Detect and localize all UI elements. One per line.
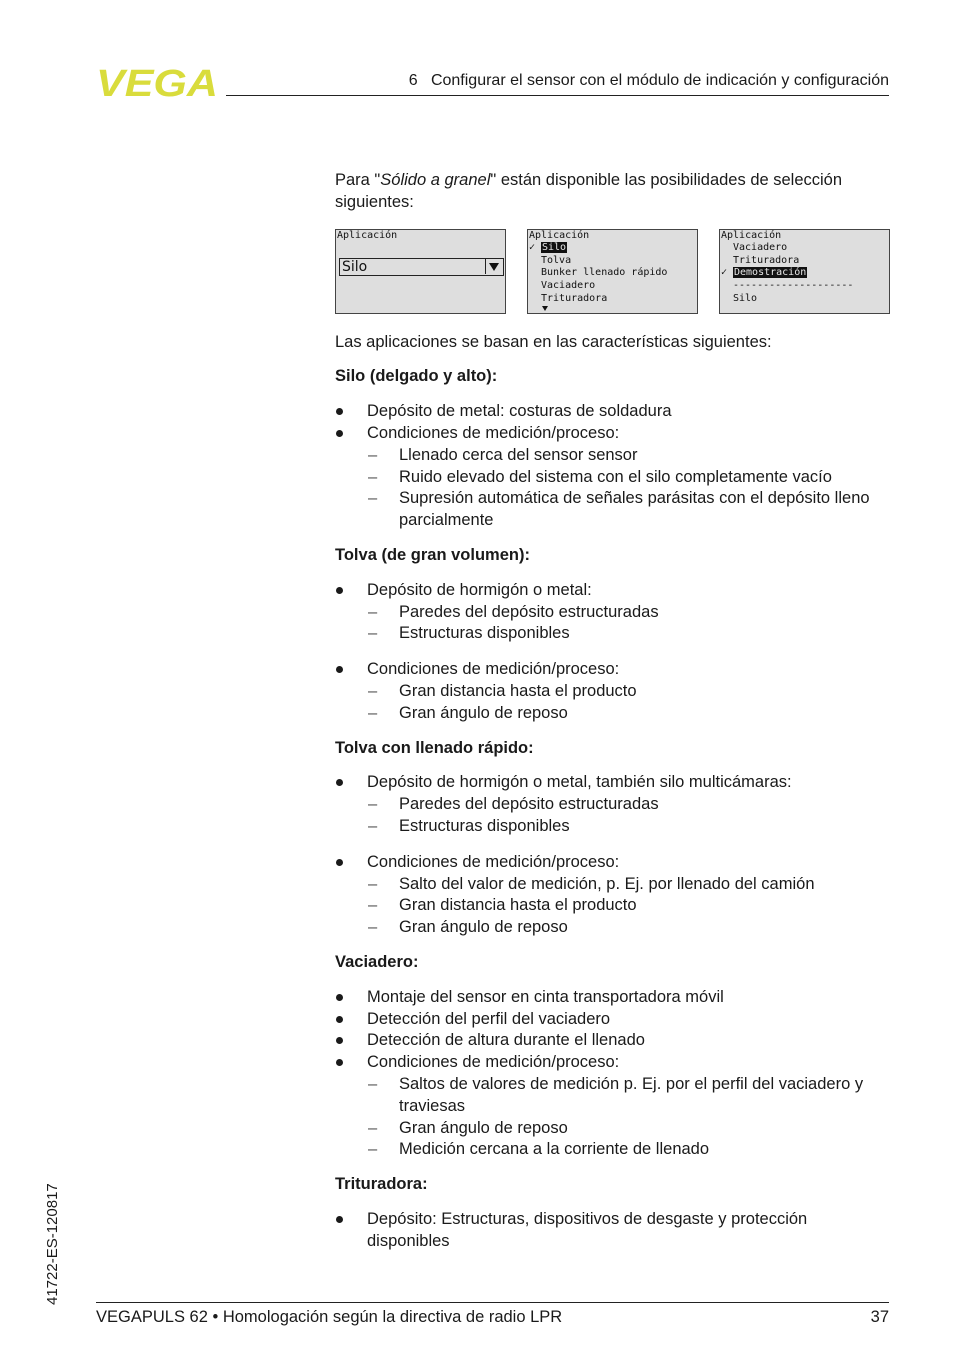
list-item[interactable]: Trituradora xyxy=(541,292,608,304)
document-code: 41722-ES-120817 xyxy=(44,1183,61,1305)
screen-application-list-scrolled xyxy=(719,229,890,314)
list-item: Depósito de hormigón o metal, también silo multicámaras: – Paredes del depósito estructuradas – Estructuras disponibles xyxy=(335,772,890,837)
list-item: Condiciones de medición/proceso: – Salto del valor de medición, p. Ej. por llenado del camión – Gran distancia hasta el producto – Gran ángulo de reposo xyxy=(335,852,890,939)
list-item: Depósito: Estructuras, dispositivos de desgaste y protección disponibles xyxy=(335,1209,890,1253)
application-dropdown[interactable] xyxy=(339,258,504,276)
list-item: Montaje del sensor en cinta transportadora móvil xyxy=(335,987,890,1009)
list-item: Depósito de hormigón o metal: – Paredes del depósito estructuradas – Estructuras disponibles xyxy=(335,580,890,645)
screen-application-list xyxy=(527,229,698,314)
tolva-rapido-list xyxy=(335,772,890,837)
screen-title: Aplicación xyxy=(529,229,590,241)
check-icon: ✓ xyxy=(529,242,536,254)
list-item[interactable]: Vaciadero xyxy=(541,279,596,291)
list-item: Detección del perfil del vaciadero xyxy=(335,1009,890,1031)
sub-list-item: – Paredes del depósito estructuradas xyxy=(367,602,890,624)
trituradora-list xyxy=(335,1209,890,1253)
tolva-list xyxy=(335,580,890,645)
sub-list-item: – Salto del valor de medición, p. Ej. por llenado del camión xyxy=(367,874,890,896)
tolva-list-2 xyxy=(335,659,890,724)
check-icon: ✓ xyxy=(721,267,728,279)
list-item[interactable]: ✓ Demostración xyxy=(721,267,807,279)
footer-title: VEGAPULS 62 • Homologación según la directiva de radio LPR xyxy=(96,1308,563,1326)
main-content xyxy=(335,170,890,1252)
sub-list-item: – Estructuras disponibles xyxy=(367,623,890,645)
sub-list-item: – Saltos de valores de medición p. Ej. por el perfil del vaciadero y traviesas xyxy=(367,1074,890,1118)
page-number: 37 xyxy=(870,1308,889,1326)
list-item: Depósito de metal: costuras de soldadura xyxy=(335,401,890,423)
sub-list-item: – Llenado cerca del sensor sensor xyxy=(367,445,890,467)
tolva-rapido-list-2 xyxy=(335,852,890,939)
sub-list-item: – Medición cercana a la corriente de llenado xyxy=(367,1139,890,1161)
intro-paragraph: Para "Sólido a granel" están disponible las posibilidades de selección siguientes: xyxy=(335,171,843,211)
section-heading-tolva-rapido: Tolva con llenado rápido: xyxy=(335,738,534,757)
list-item[interactable]: Silo xyxy=(733,292,758,304)
sub-list-item: – Gran distancia hasta el producto xyxy=(367,895,890,917)
sub-list-item: – Gran ángulo de reposo xyxy=(367,703,890,725)
sub-list-item: – Gran ángulo de reposo xyxy=(367,1118,890,1140)
list-item: Detección de altura durante el llenado xyxy=(335,1030,890,1052)
sub-list-item: – Gran distancia hasta el producto xyxy=(367,681,890,703)
list-item[interactable]: Trituradora xyxy=(733,254,800,266)
list-item[interactable]: ✓ Silo xyxy=(529,242,567,254)
list-separator: -------------------- xyxy=(733,279,854,291)
sub-list-item: – Supresión automática de señales parásitas con el depósito lleno parcialmente xyxy=(367,488,890,532)
section-heading-silo: Silo (delgado y alto): xyxy=(335,367,498,386)
vega-logo xyxy=(96,66,220,98)
footer-rule xyxy=(96,1302,889,1303)
list-item[interactable]: Vaciadero xyxy=(733,242,788,254)
header-rule xyxy=(226,95,889,96)
scroll-down-icon[interactable] xyxy=(542,306,548,311)
section-heading-tolva: Tolva (de gran volumen): xyxy=(335,545,530,564)
sub-list-item: – Paredes del depósito estructuradas xyxy=(367,794,890,816)
sub-list-item: – Ruido elevado del sistema con el silo completamente vacío xyxy=(367,467,890,489)
section-heading-trituradora: Trituradora: xyxy=(335,1175,428,1194)
list-item: Condiciones de medición/proceso: – Llenado cerca del sensor sensor – Ruido elevado del sistema con el silo completamente vacío – Supresión automática de señales parásitas con el depósito lleno parcialmente xyxy=(335,423,890,532)
list-item: Condiciones de medición/proceso: – Gran distancia hasta el producto – Gran ángulo de reposo xyxy=(335,659,890,724)
screen-title: Aplicación xyxy=(337,229,398,241)
screen-application-select xyxy=(335,229,506,314)
section-title: 6 Configurar el sensor con el módulo de indicación y configuración xyxy=(408,72,889,89)
silo-list xyxy=(335,401,890,532)
chevron-down-icon[interactable] xyxy=(485,259,503,275)
sub-list-item: – Gran ángulo de reposo xyxy=(367,917,890,939)
sub-list-item: – Estructuras disponibles xyxy=(367,816,890,838)
list-item[interactable]: Bunker llenado rápido xyxy=(541,267,668,279)
list-item: Condiciones de medición/proceso: – Saltos de valores de medición p. Ej. por el perfil del vaciadero y traviesas – Gran ángulo de reposo – Medición cercana a la corriente de llenado xyxy=(335,1052,890,1161)
dropdown-value: Silo xyxy=(342,258,368,275)
list-item[interactable]: Tolva xyxy=(541,254,572,266)
display-screens xyxy=(335,229,890,314)
lead-paragraph: Las aplicaciones se basan en las características siguientes: xyxy=(335,332,772,351)
section-heading-vaciadero: Vaciadero: xyxy=(335,952,419,971)
vaciadero-list xyxy=(335,987,890,1161)
screen-title: Aplicación xyxy=(721,229,782,241)
svg-text:VEGA: VEGA xyxy=(96,66,218,98)
